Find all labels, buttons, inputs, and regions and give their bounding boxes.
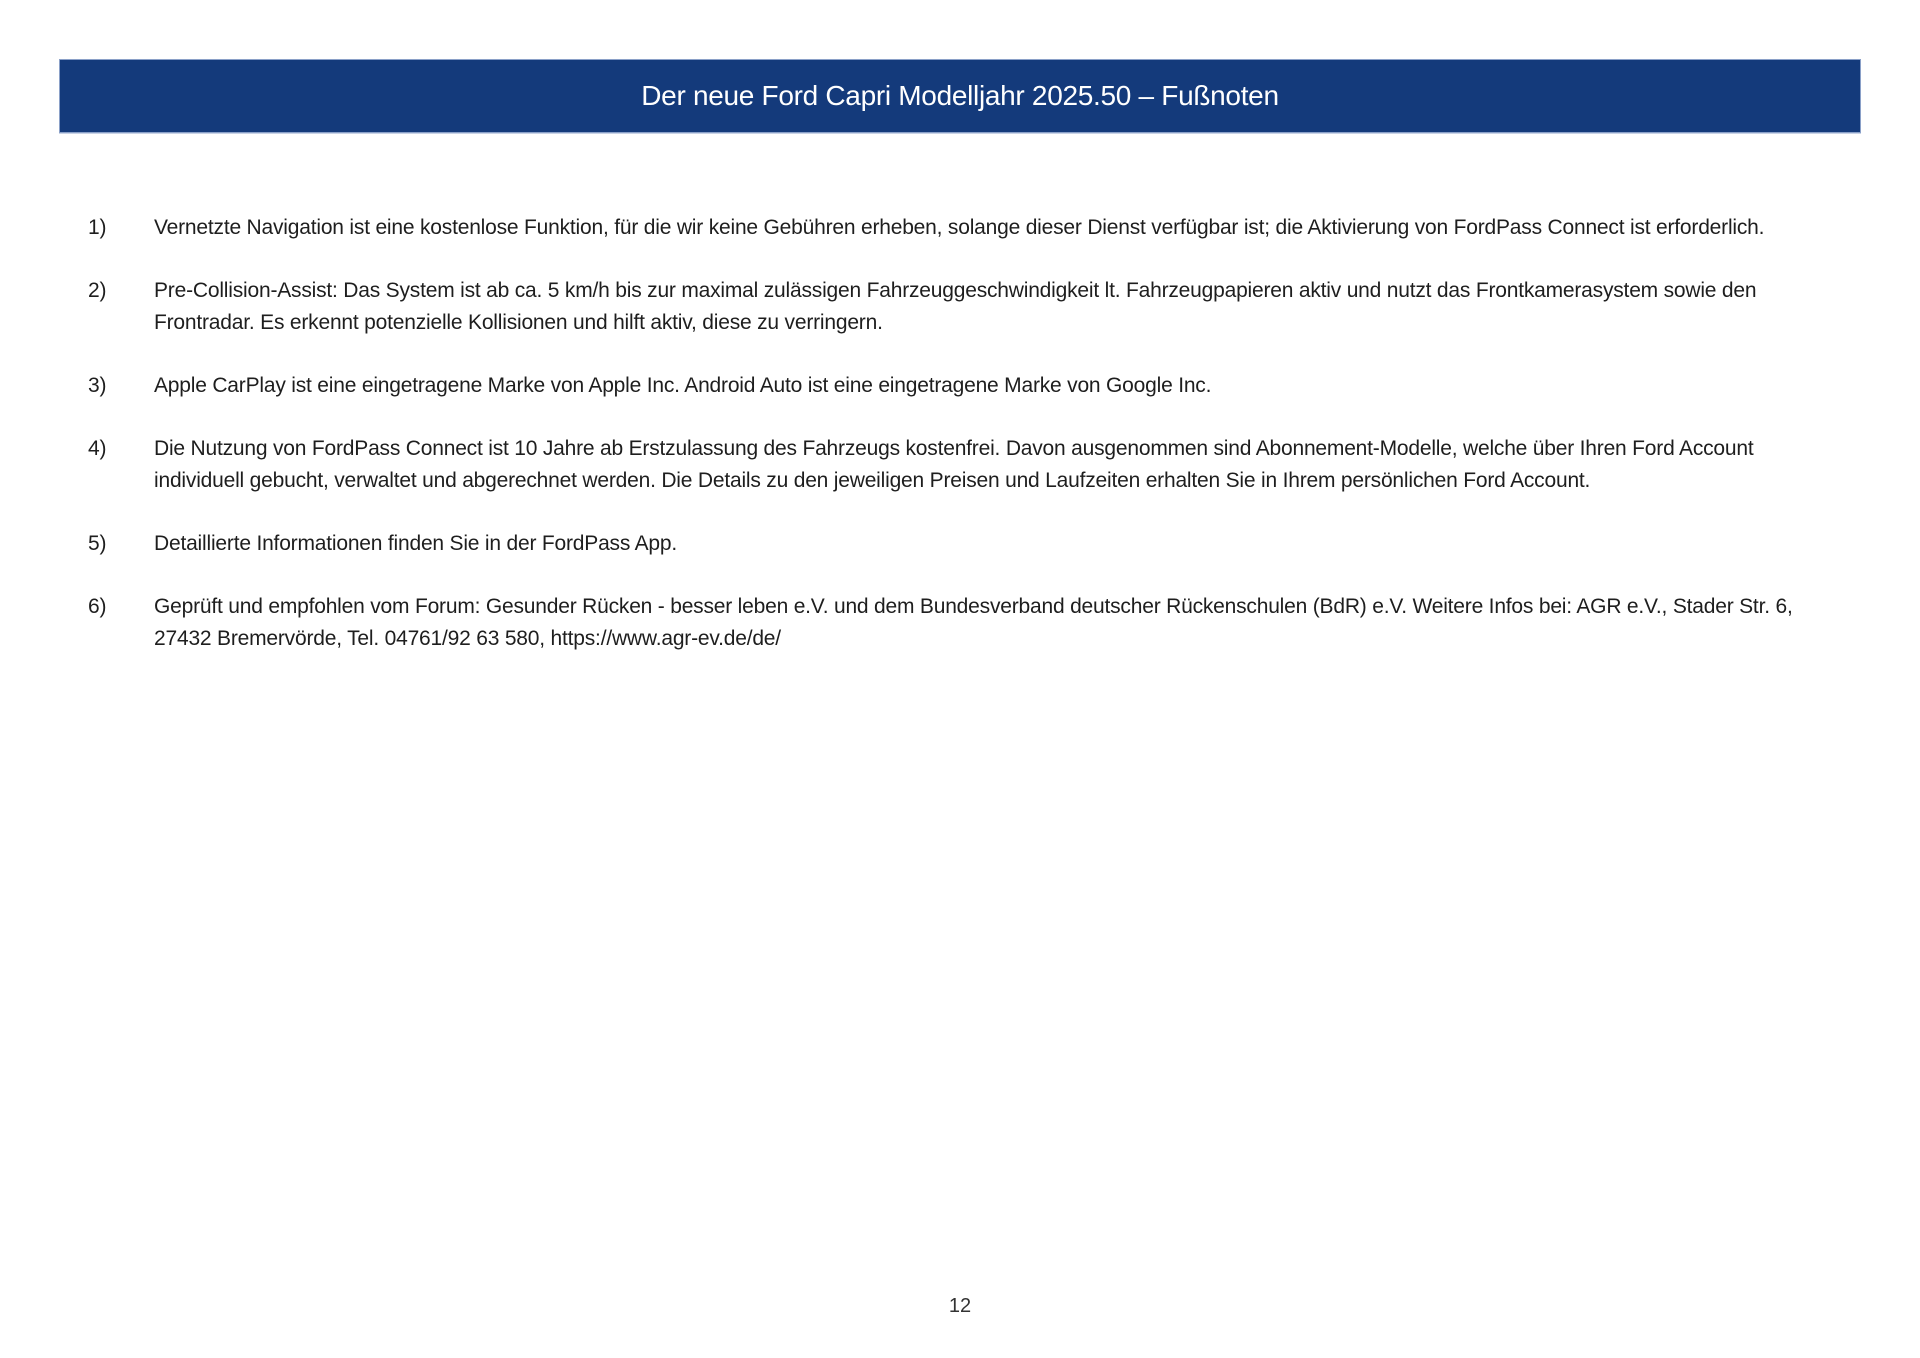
page-number: 12 [948, 1295, 972, 1317]
footnote-text: Vernetzte Navigation ist eine kostenlose Funktion, für die wir keine Gebühren erheben, solange dieser Dienst verfügbar ist; die Aktivierung von FordPass Connect ist erforderlich. [154, 216, 1765, 239]
page-title: Der neue Ford Capri Modelljahr 2025.50 – Fußnoten [641, 80, 1279, 111]
footnote-item [88, 433, 1818, 497]
footnote-item [88, 212, 1818, 244]
footnote-item [88, 528, 1818, 560]
footnote-number: 1) [88, 216, 107, 239]
footnote-text: Apple CarPlay ist eine eingetragene Marke von Apple Inc. Android Auto ist eine eingetragene Marke von Google Inc. [154, 374, 1212, 397]
footnote-number: 4) [88, 437, 107, 460]
footnote-item [88, 370, 1818, 402]
title-banner [59, 59, 1861, 133]
footnotes-list [88, 212, 1818, 686]
footnote-text: Geprüft und empfohlen vom Forum: Gesunder Rücken - besser leben e.V. und dem Bundesverband deutscher Rückenschulen (BdR) e.V. Weitere Infos bei: AGR e.V., Stader Str. 6, 27432 Bremervörde, Tel. 04761/92 63 580, https://www.agr-ev.de/de/ [154, 595, 1793, 650]
footnote-number: 3) [88, 374, 107, 397]
footnote-number: 6) [88, 595, 107, 618]
footnote-number: 2) [88, 279, 107, 302]
footnote-text: Die Nutzung von FordPass Connect ist 10 Jahre ab Erstzulassung des Fahrzeugs kostenfrei. Davon ausgenommen sind Abonnement-Modelle, welche über Ihren Ford Account individuell gebucht, verwaltet und abgerechnet werden. Die Details zu den jeweiligen Preisen und Laufzeiten erhalten Sie in Ihrem persönlichen Ford Account. [154, 437, 1754, 492]
footnote-item [88, 591, 1818, 655]
footnote-item [88, 275, 1818, 339]
footnote-text: Detaillierte Informationen finden Sie in der FordPass App. [154, 532, 678, 555]
footnote-text: Pre-Collision-Assist: Das System ist ab ca. 5 km/h bis zur maximal zulässigen Fahrzeuggeschwindigkeit lt. Fahrzeugpapieren aktiv und nutzt das Frontkamerasystem sowie den Frontradar. Es erkennt potenzielle Kollisionen und hilft aktiv, diese zu verringern. [154, 279, 1757, 334]
footnote-number: 5) [88, 532, 107, 555]
